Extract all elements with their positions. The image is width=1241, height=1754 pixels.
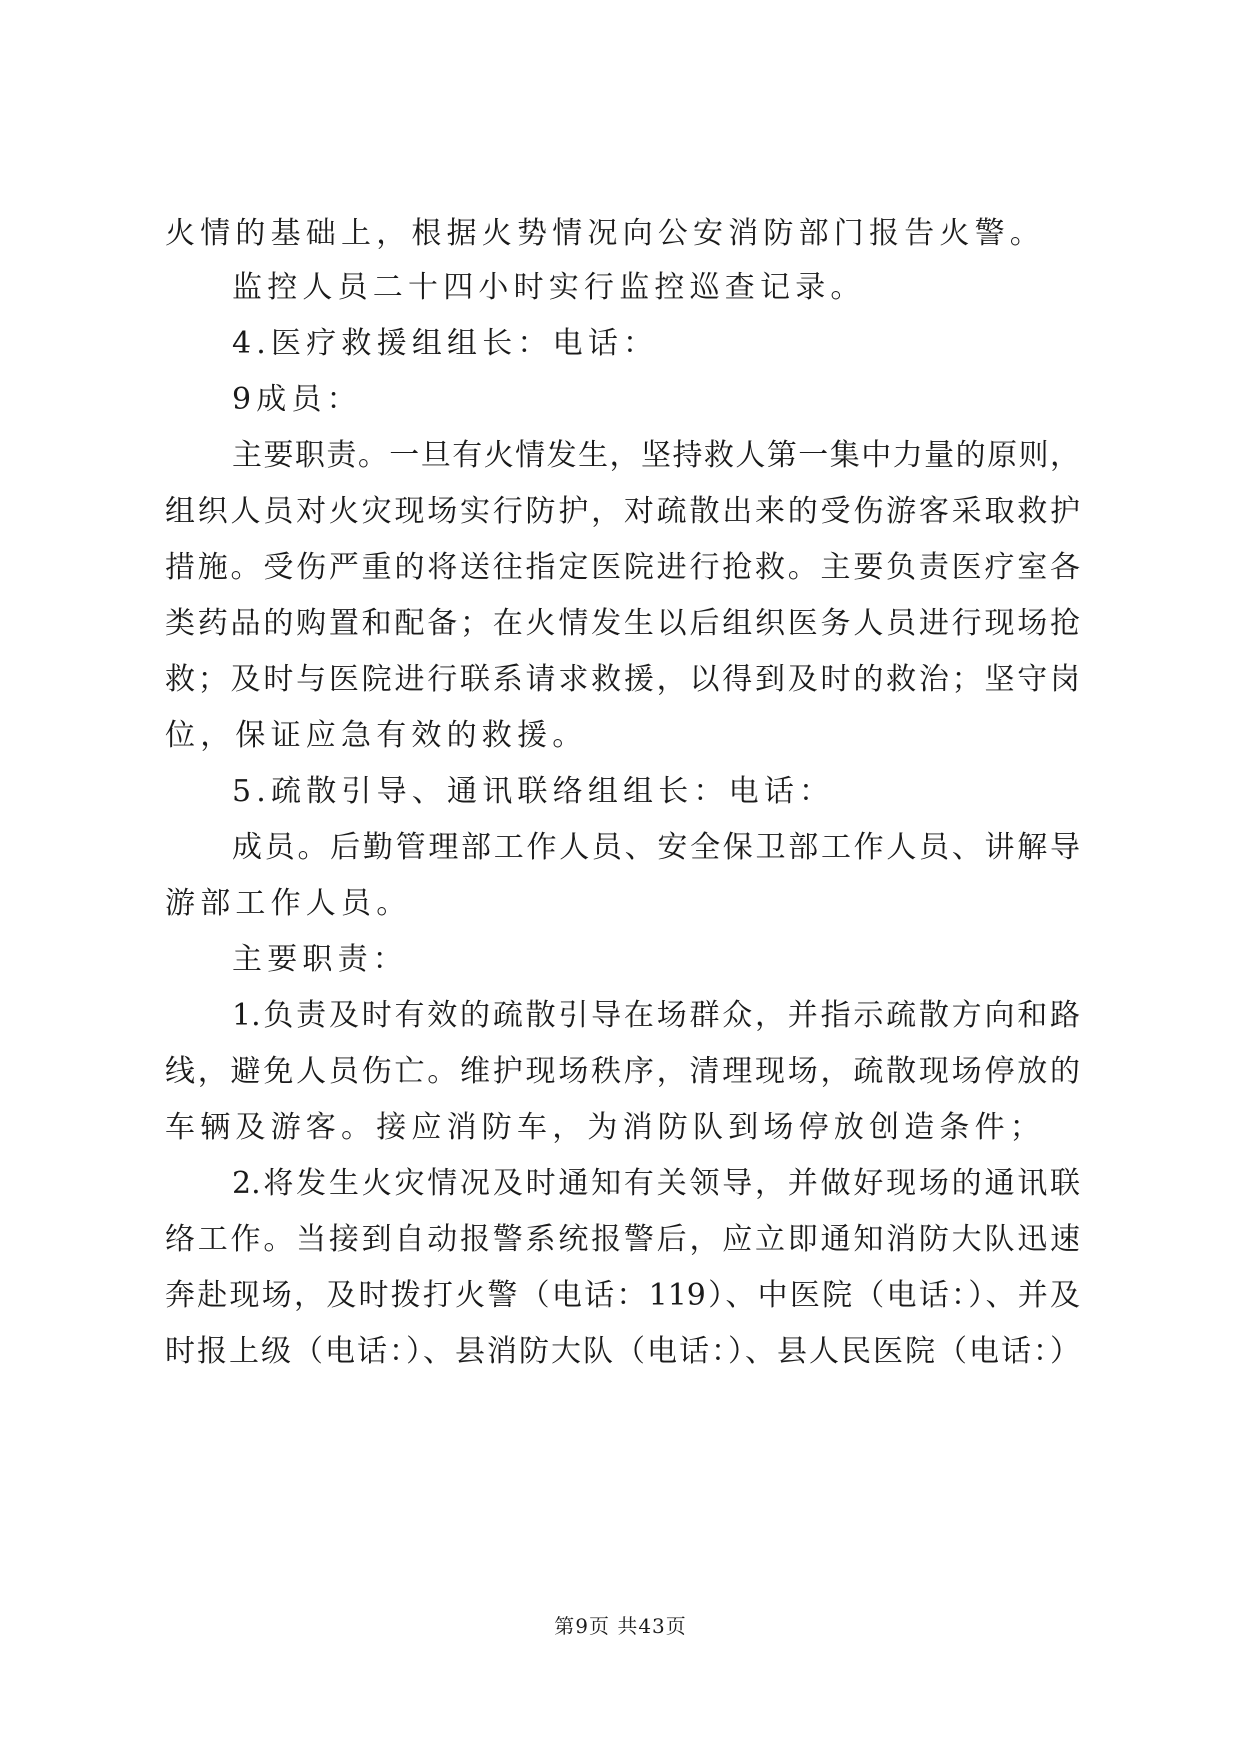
text-line-11: 5.疏散引导、通讯联络组组长：电话： [232, 774, 835, 809]
text-line-5: 主要职责。一旦有火情发生，坚持救人第一集中力量的原则， [232, 438, 1080, 473]
text-line-18: 2.将发生火灾情况及时通知有关领导，并做好现场的通讯联 [232, 1166, 1080, 1201]
text-line-1: 火情的基础上，根据火势情况向公安消防部门报告火警。 [165, 216, 1045, 251]
page-number-footer: 第9页 共43页 [554, 1614, 687, 1638]
text-line-2: 监控人员二十四小时实行监控巡查记录。 [232, 270, 866, 305]
text-line-10: 位，保证应急有效的救援。 [165, 718, 588, 753]
text-line-6: 组织人员对火灾现场实行防护，对疏散出来的受伤游客采取救护 [165, 494, 1080, 529]
text-line-8: 类药品的购置和配备；在火情发生以后组织医务人员进行现场抢 [165, 606, 1080, 641]
text-line-3: 4.医疗救援组组长：电话： [232, 326, 659, 361]
text-line-14: 主要职责： [232, 942, 408, 977]
text-line-21: 时报上级（电话：）、县消防大队（电话：）、县人民医院（电话：） [165, 1334, 1080, 1369]
text-line-16: 线，避免人员伤亡。维护现场秩序，清理现场，疏散现场停放的 [165, 1054, 1080, 1089]
text-line-7: 措施。受伤严重的将送往指定医院进行抢救。主要负责医疗室各 [165, 550, 1080, 585]
text-line-12: 成员。后勤管理部工作人员、安全保卫部工作人员、讲解导 [232, 830, 1080, 865]
text-line-9: 救；及时与医院进行联系请求救援，以得到及时的救治；坚守岗 [165, 662, 1080, 697]
text-line-19: 络工作。当接到自动报警系统报警后，应立即通知消防大队迅速 [165, 1222, 1080, 1257]
text-line-17: 车辆及游客。接应消防车，为消防队到场停放创造条件； [165, 1110, 1045, 1145]
text-line-15: 1.负责及时有效的疏散引导在场群众，并指示疏散方向和路 [232, 998, 1080, 1033]
text-line-20: 奔赴现场，及时拨打火警（电话：119）、中医院（电话：）、并及 [165, 1278, 1080, 1313]
text-line-13: 游部工作人员。 [165, 886, 412, 921]
text-line-4: 9成员： [232, 382, 362, 417]
